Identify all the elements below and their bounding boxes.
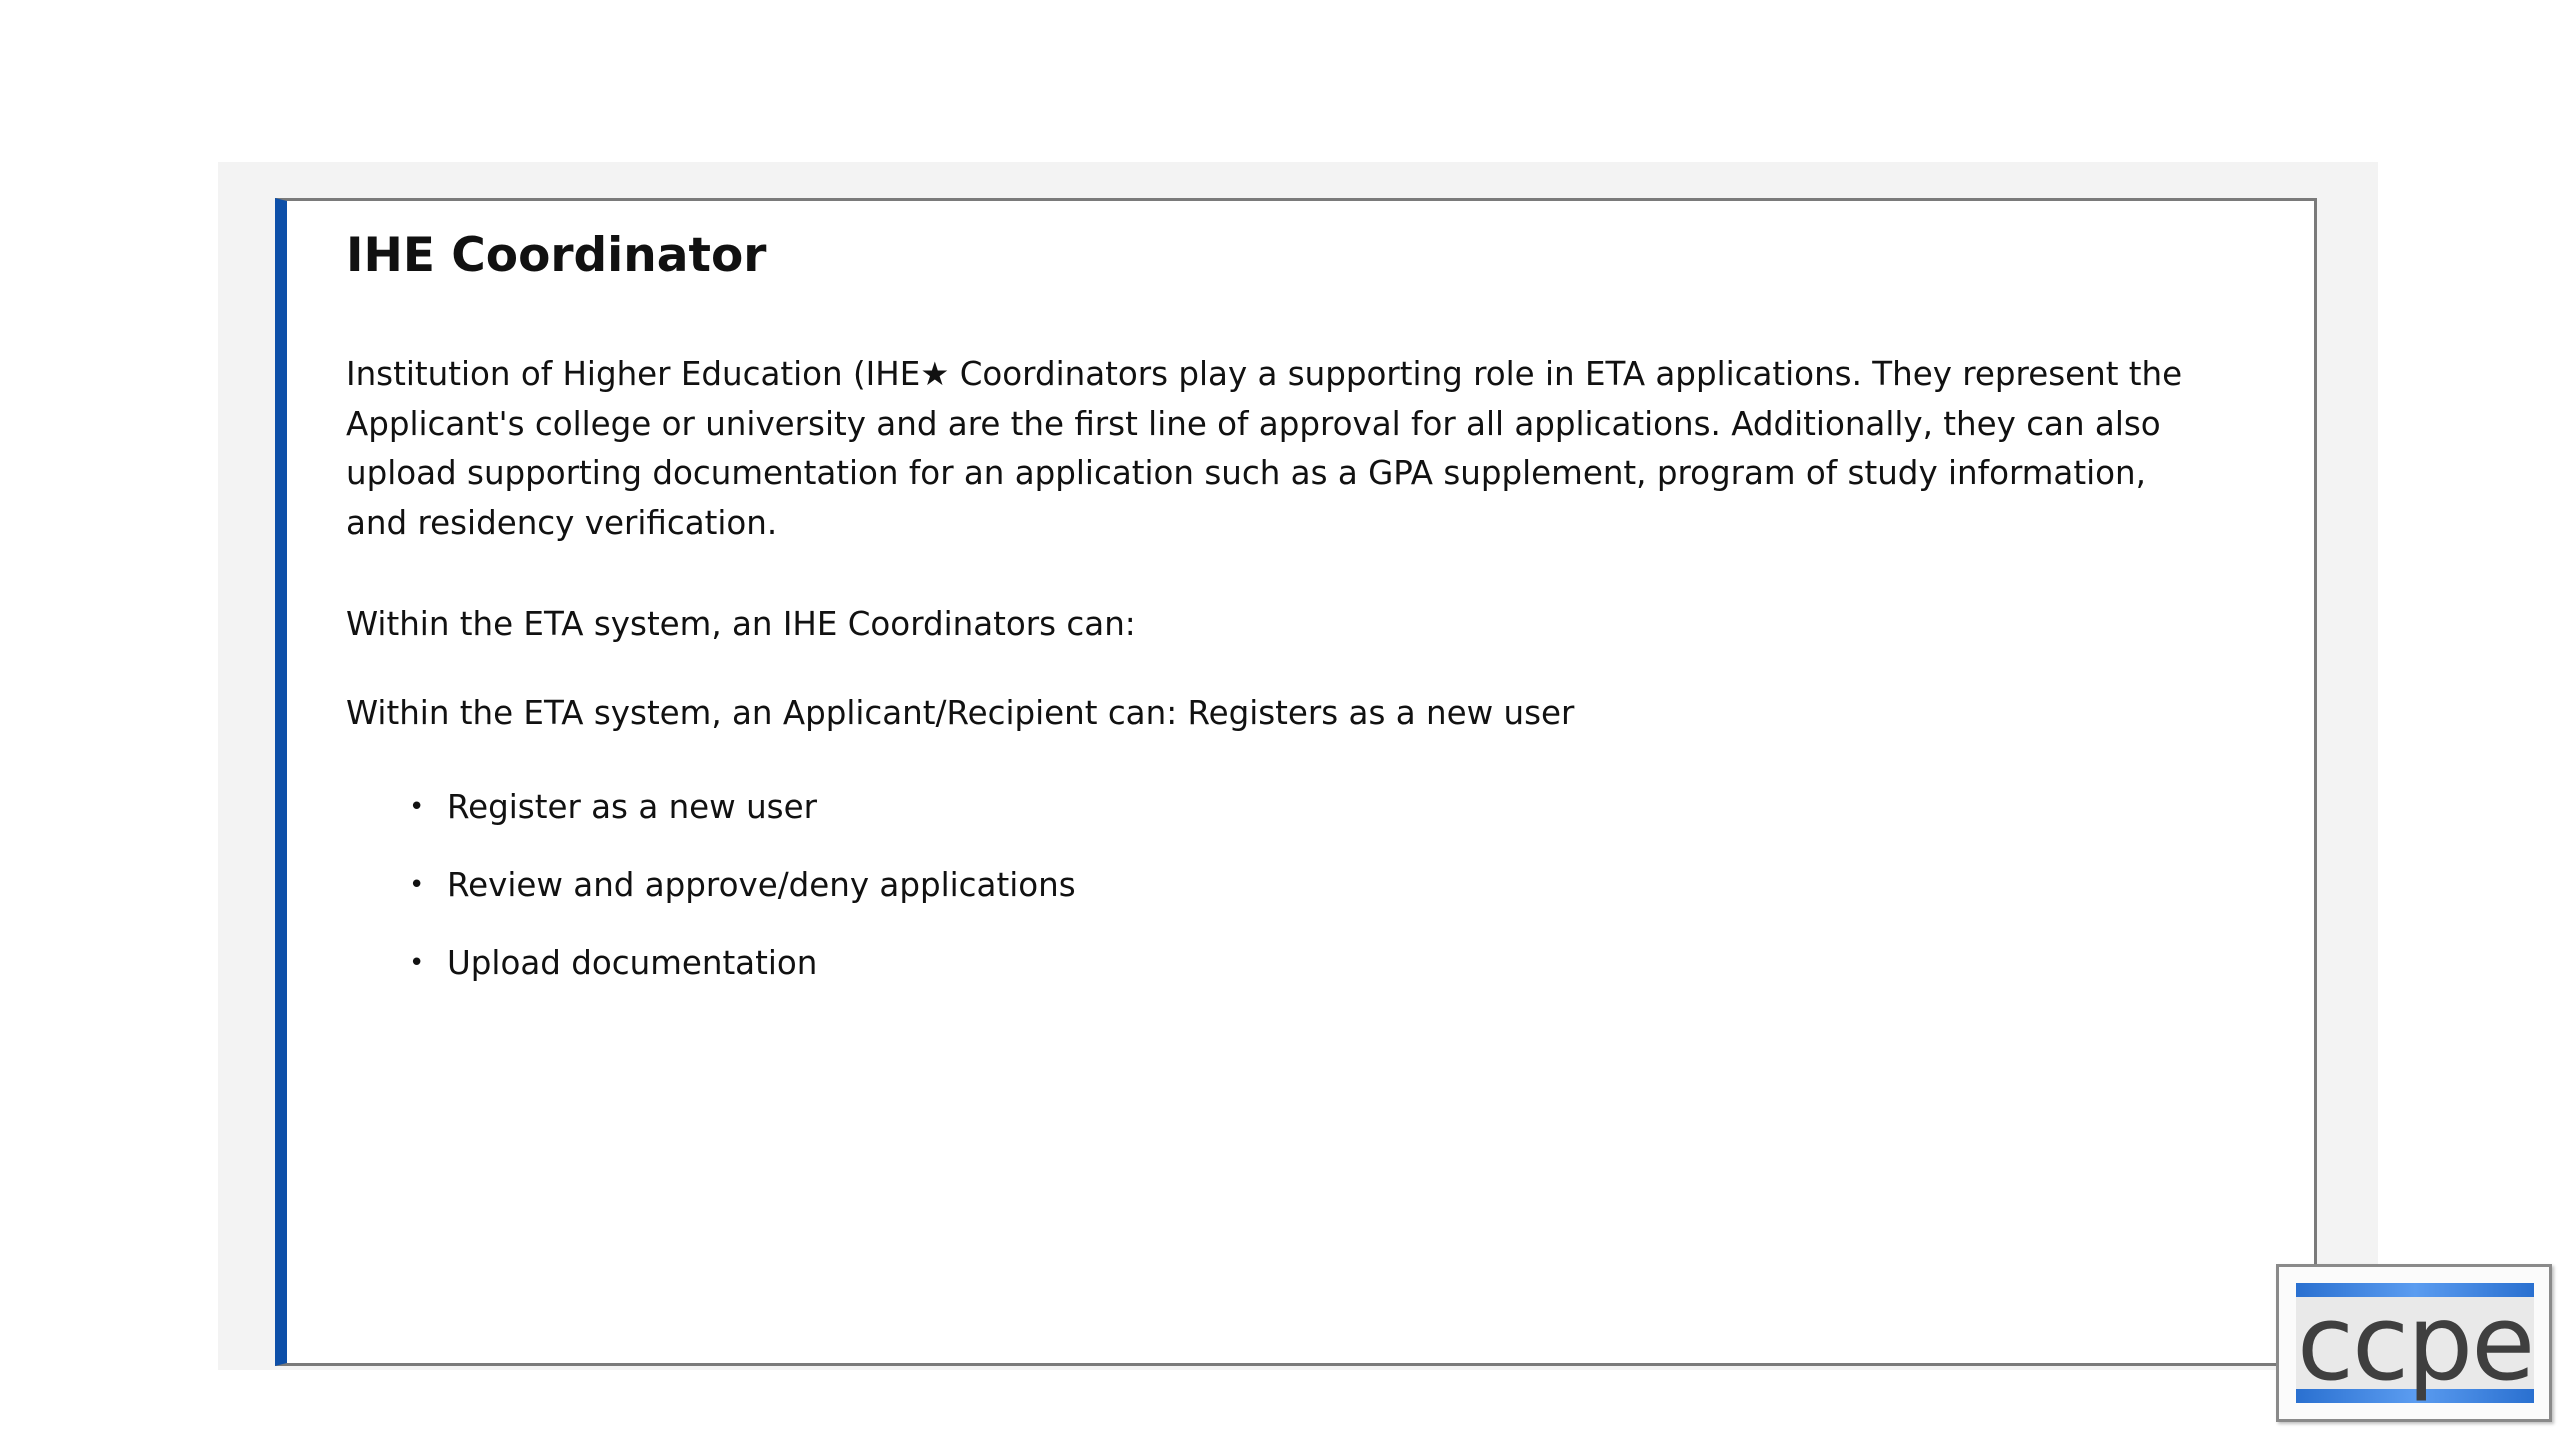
applicant-line: Within the ETA system, an Applicant/Recipient can: Registers as a new user bbox=[346, 694, 1575, 732]
logo-badge bbox=[2296, 1283, 2534, 1403]
capabilities-lead: Within the ETA system, an IHE Coordinators can: bbox=[346, 605, 1136, 643]
bullet-icon: • bbox=[409, 792, 425, 822]
ccpe-logo bbox=[2276, 1264, 2552, 1422]
list-item bbox=[346, 783, 1076, 861]
list-item-label: Register as a new user bbox=[447, 788, 817, 826]
logo-text: ccpe bbox=[2296, 1283, 2534, 1403]
page-title: IHE Coordinator bbox=[346, 228, 767, 283]
bullet-icon: • bbox=[409, 870, 425, 900]
list-item bbox=[346, 861, 1076, 939]
list-item-label: Review and approve/deny applications bbox=[447, 866, 1076, 904]
capability-list bbox=[346, 783, 1076, 1017]
list-item-label: Upload documentation bbox=[447, 944, 818, 982]
bullet-icon: • bbox=[409, 948, 425, 978]
list-item bbox=[346, 939, 1076, 1017]
intro-paragraph: Institution of Higher Education (IHE★ Coordinators play a supporting role in ETA applications. They represent the Applicant's college or university and are the first line of approval for all applications. Additionally, they can also upload supporting documentation for an application such as a GPA supplement, program of study information, and residency verification. bbox=[346, 355, 2183, 542]
